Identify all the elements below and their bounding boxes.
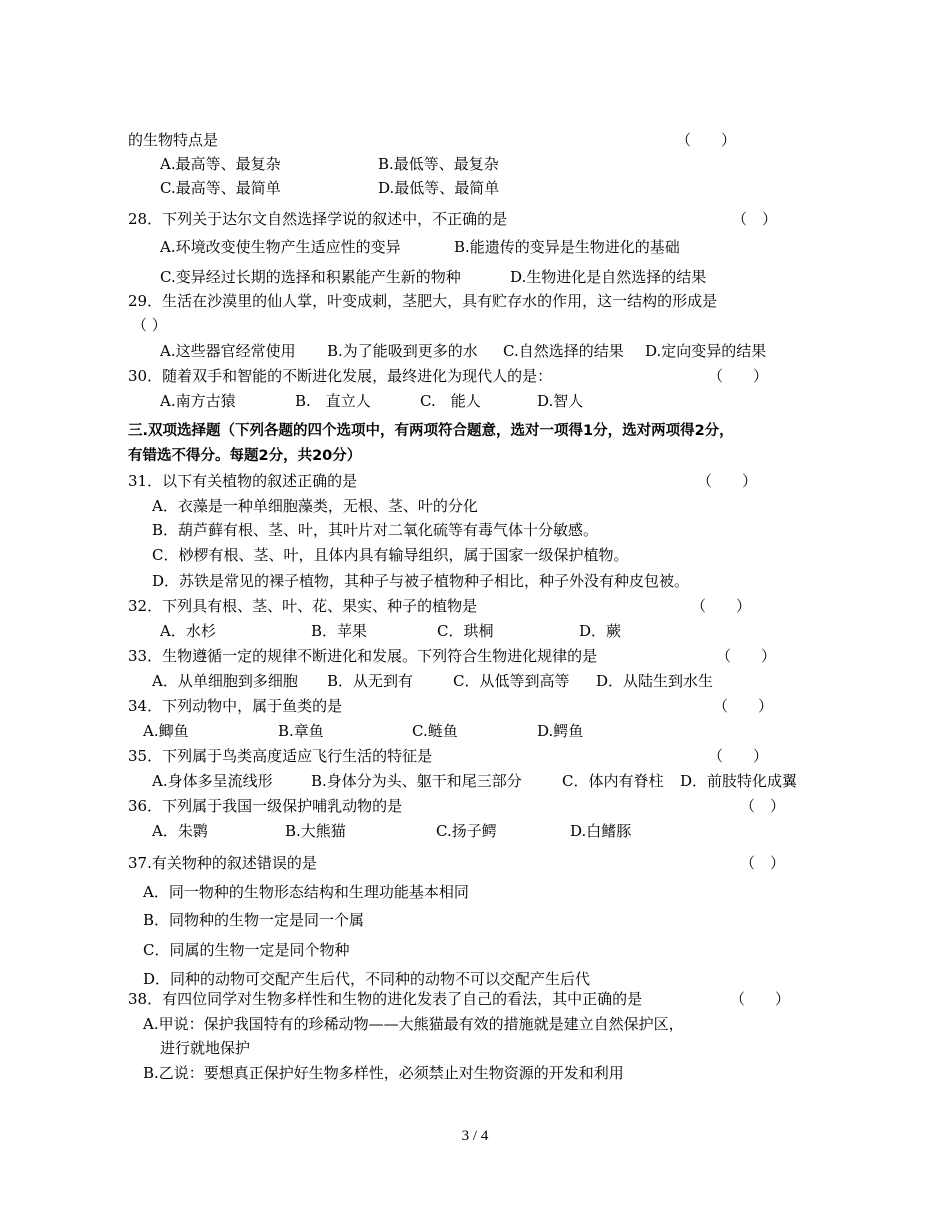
text-line-7-0: （ ） xyxy=(132,316,167,334)
text-line-8-0: A.这些器官经常使用 xyxy=(160,342,296,360)
text-line-36-0: B.乙说：要想真正保护好生物多样性，必须禁止对生物资源的开发和利用 xyxy=(143,1064,624,1082)
text-line-25-1: B.身体分为头、躯干和尾三部分 xyxy=(311,772,522,790)
text-line-25-3: D．前肢特化成翼 xyxy=(680,772,798,790)
text-line-6-0: 29．生活在沙漠里的仙人掌，叶变成刺，茎肥大，具有贮存水的作用，这一结构的形成是 xyxy=(128,292,718,310)
text-line-31-0: C．同属的生物一定是同个物种 xyxy=(143,941,350,959)
text-line-34-0: A.甲说：保护我国特有的珍稀动物——大熊猫最有效的措施就是建立自然保护区， xyxy=(143,1015,684,1033)
text-line-27-0: A．朱鹮 xyxy=(152,822,208,840)
text-line-26-0: 36．下列属于我国一级保护哺乳动物的是 xyxy=(128,797,403,815)
text-line-2-0: C.最高等、最简单 xyxy=(160,179,281,197)
text-line-28-0: 37.有关物种的叙述错误的是 xyxy=(128,854,317,872)
text-line-10-1: B. 直立人 xyxy=(295,392,371,410)
text-line-15-0: B．葫芦藓有根、茎、叶，其叶片对二氧化硫等有毒气体十分敏感。 xyxy=(152,521,599,539)
text-line-33-1: （ ） xyxy=(730,990,791,1008)
text-line-23-0: A.鲫鱼 xyxy=(143,722,189,740)
text-line-0-1: （ ） xyxy=(676,131,737,149)
text-line-24-1: （ ） xyxy=(708,747,769,765)
text-line-19-0: A．水杉 xyxy=(160,622,216,640)
text-line-18-1: （ ） xyxy=(691,597,752,615)
text-line-1-1: B.最低等、最复杂 xyxy=(378,155,499,173)
text-line-33-0: 38．有四位同学对生物多样性和生物的进化发表了自己的看法，其中正确的是 xyxy=(128,990,643,1008)
text-line-13-1: （ ） xyxy=(697,472,758,490)
text-line-4-0: A.环境改变使生物产生适应性的变异 xyxy=(160,238,401,256)
text-line-21-0: A．从单细胞到多细胞 xyxy=(152,672,298,690)
text-line-27-2: C.扬子鳄 xyxy=(436,822,497,840)
text-line-5-1: D.生物进化是自然选择的结果 xyxy=(510,268,707,286)
text-line-10-3: D.智人 xyxy=(537,392,584,410)
text-line-12-0: 有错选不得分。每题2分，共20分） xyxy=(128,448,362,464)
text-line-32-0: D．同种的动物可交配产生后代，不同种的动物不可以交配产生后代 xyxy=(143,970,591,988)
text-line-18-0: 32．下列具有根、茎、叶、花、果实、种子的植物是 xyxy=(128,597,478,615)
text-line-20-1: （ ） xyxy=(716,647,777,665)
text-line-25-0: A.身体多呈流线形 xyxy=(152,772,273,790)
text-line-1-0: A.最高等、最复杂 xyxy=(160,155,281,173)
text-line-21-3: D．从陆生到水生 xyxy=(596,672,714,690)
text-line-8-2: C.自然选择的结果 xyxy=(503,342,624,360)
text-line-28-1: （ ） xyxy=(740,854,786,872)
text-line-30-0: B．同物种的生物一定是同一个属 xyxy=(143,911,365,929)
text-line-16-0: C．桫椤有根、茎、叶，且体内具有输导组织，属于国家一级保护植物。 xyxy=(152,546,629,564)
text-line-8-3: D.定向变异的结果 xyxy=(645,342,767,360)
text-line-22-0: 34．下列动物中，属于鱼类的是 xyxy=(128,697,343,715)
text-line-2-1: D.最低等、最简单 xyxy=(378,179,500,197)
text-line-17-0: D．苏铁是常见的裸子植物，其种子与被子植物种子相比，种子外没有种皮包被。 xyxy=(152,572,690,590)
text-line-3-1: （ ） xyxy=(732,210,778,228)
text-line-21-2: C．从低等到高等 xyxy=(453,672,570,690)
text-line-19-2: C．珙桐 xyxy=(437,622,494,640)
text-line-23-3: D.鳄鱼 xyxy=(537,722,584,740)
text-line-4-1: B.能遗传的变异是生物进化的基础 xyxy=(454,238,680,256)
text-line-24-0: 35．下列属于鸟类高度适应飞行生活的特征是 xyxy=(128,747,433,765)
page-number: 3 / 4 xyxy=(461,1128,489,1144)
text-line-9-1: （ ） xyxy=(708,367,769,385)
text-line-3-0: 28．下列关于达尔文自然选择学说的叙述中，不正确的是 xyxy=(128,210,508,228)
text-line-23-1: B.章鱼 xyxy=(278,722,324,740)
text-line-20-0: 33．生物遵循一定的规律不断进化和发展。下列符合生物进化规律的是 xyxy=(128,647,598,665)
text-line-8-1: B.为了能吸到更多的水 xyxy=(327,342,478,360)
text-line-21-1: B．从无到有 xyxy=(327,672,414,690)
text-line-26-1: （ ） xyxy=(740,797,786,815)
text-line-19-3: D．蕨 xyxy=(579,622,622,640)
text-line-29-0: A．同一物种的生物形态结构和生理功能基本相同 xyxy=(143,883,469,901)
text-line-35-0: 进行就地保护 xyxy=(160,1039,251,1057)
text-line-27-1: B.大熊猫 xyxy=(285,822,346,840)
text-line-25-2: C．体内有脊柱 xyxy=(562,772,664,790)
text-line-0-0: 的生物特点是 xyxy=(128,131,219,149)
text-line-22-1: （ ） xyxy=(713,697,774,715)
text-line-13-0: 31．以下有关植物的叙述正确的是 xyxy=(128,472,358,490)
text-line-5-0: C.变异经过长期的选择和积累能产生新的物种 xyxy=(160,268,461,286)
text-line-23-2: C.鲢鱼 xyxy=(412,722,458,740)
text-line-27-3: D.白鳍豚 xyxy=(570,822,632,840)
text-line-14-0: A．衣藻是一种单细胞藻类，无根、茎、叶的分化 xyxy=(152,497,478,515)
text-line-11-0: 三.双项选择题（下列各题的四个选项中，有两项符合题意，选对一项得1分，选对两项得2分， xyxy=(128,423,734,439)
text-line-10-0: A.南方古猿 xyxy=(160,392,236,410)
text-line-10-2: C. 能人 xyxy=(420,392,481,410)
text-line-9-0: 30．随着双手和智能的不断进化发展，最终进化为现代人的是： xyxy=(128,367,553,385)
text-line-19-1: B．苹果 xyxy=(311,622,368,640)
